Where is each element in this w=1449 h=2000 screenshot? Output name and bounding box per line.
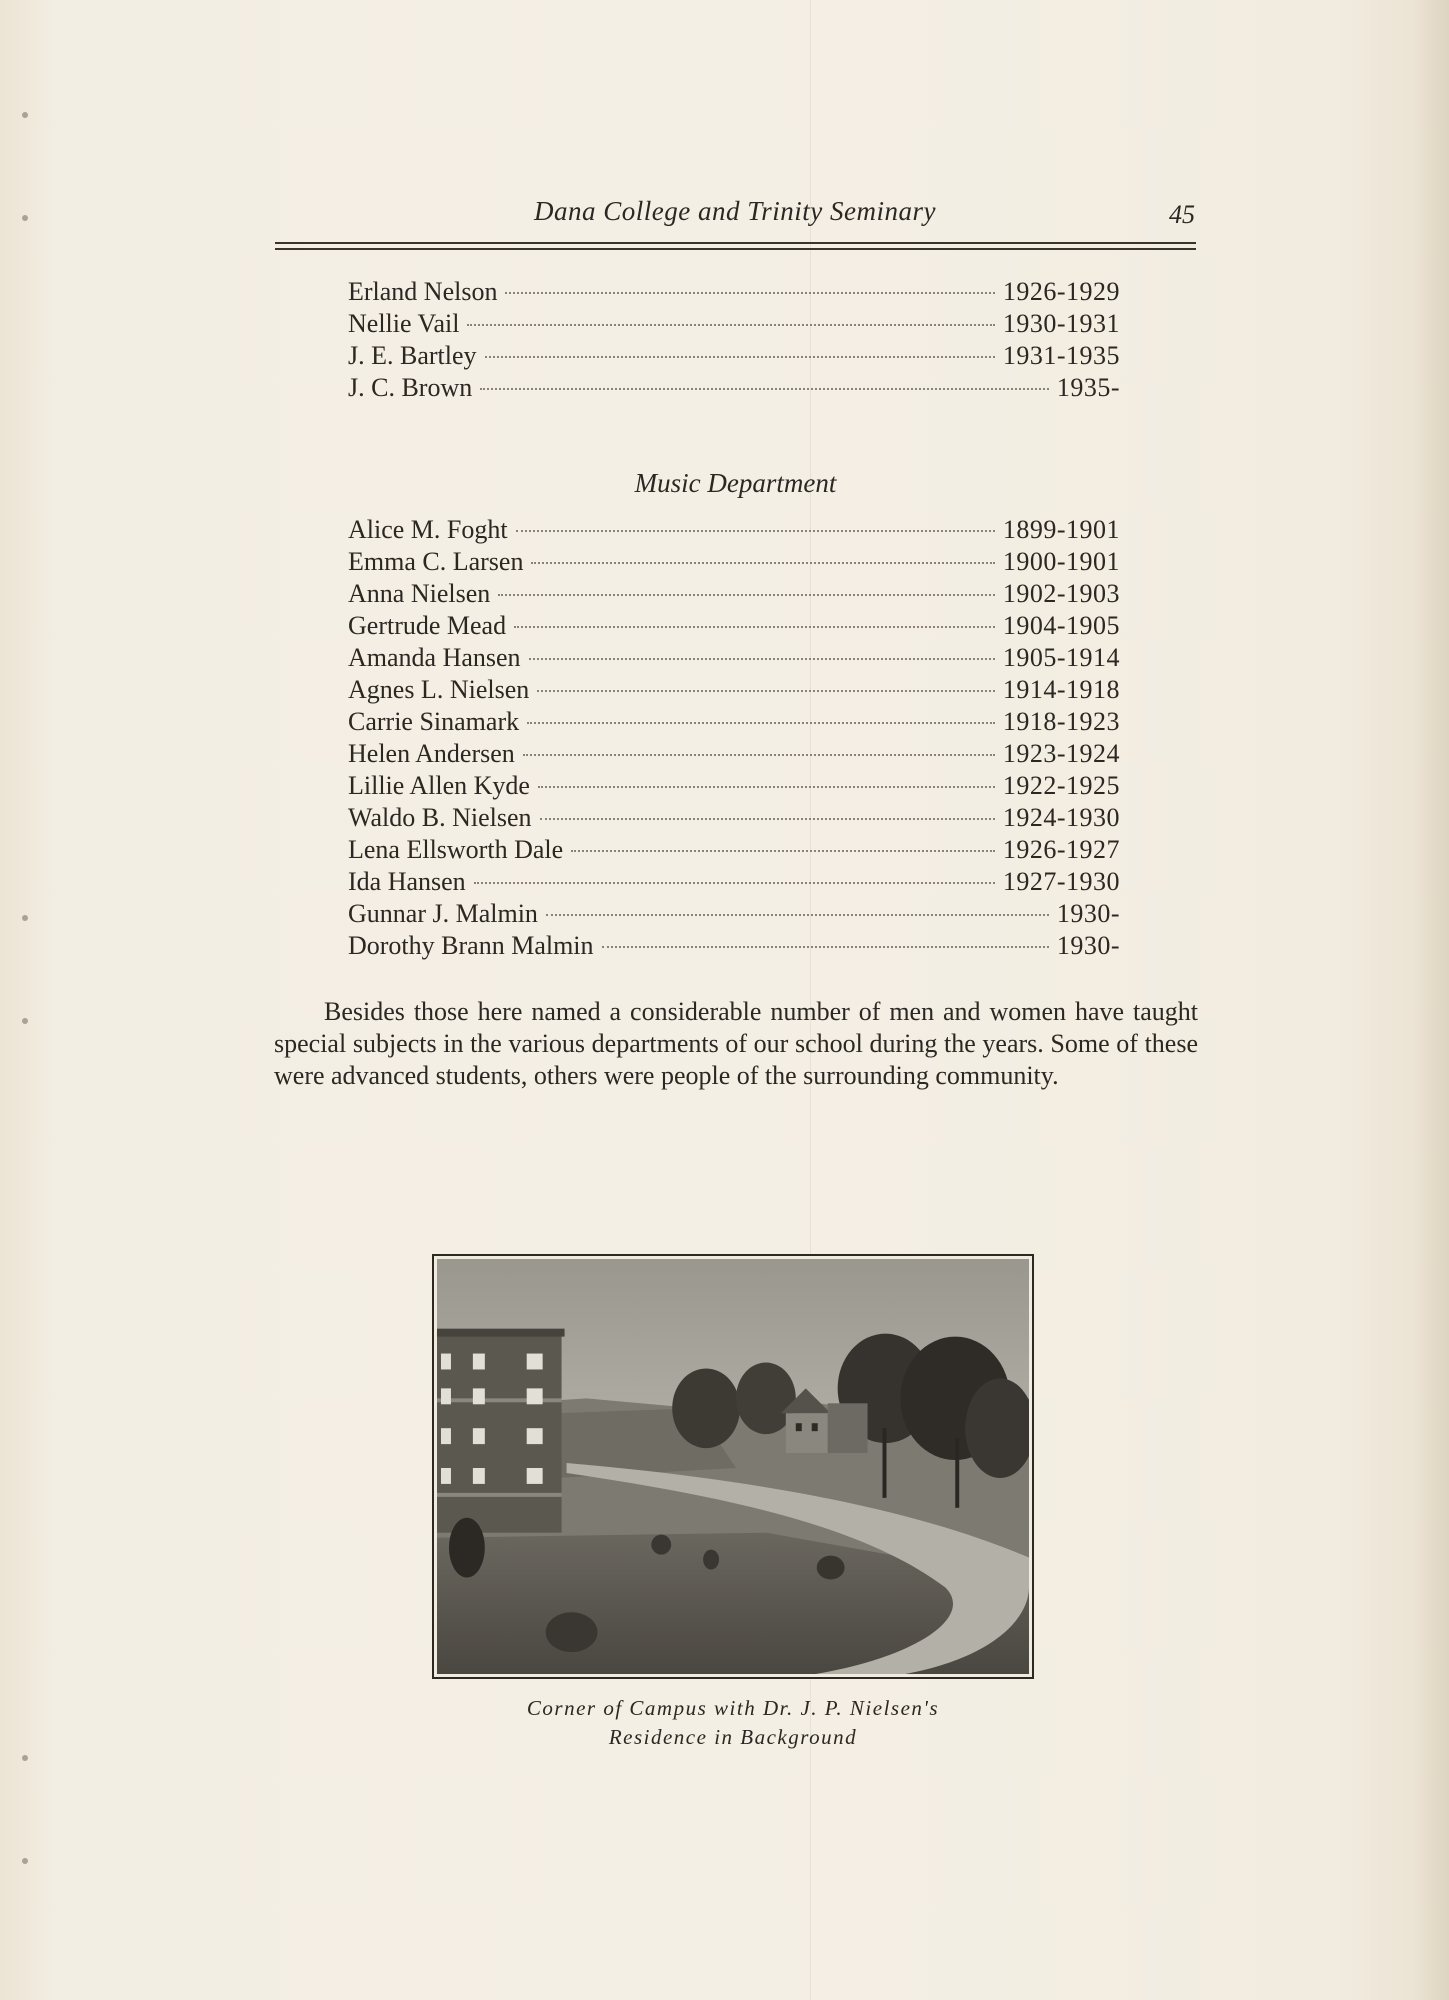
- person-name: Lillie Allen Kyde: [348, 771, 530, 800]
- header-rule-thin: [275, 248, 1196, 250]
- dot-leader: [527, 722, 995, 724]
- service-years: 1930-: [1056, 931, 1120, 960]
- person-name: Anna Nielsen: [348, 579, 491, 608]
- page-number: 45: [1169, 200, 1195, 229]
- photo-caption: [432, 1694, 1034, 1752]
- service-years: 1935-: [1056, 373, 1120, 402]
- list-item: [348, 642, 1120, 674]
- list-item: [348, 738, 1120, 770]
- dot-leader: [474, 882, 995, 884]
- dot-leader: [516, 530, 995, 532]
- binding-hole: [22, 1858, 28, 1864]
- list-item: [348, 770, 1120, 802]
- service-years: 1926-1927: [1002, 835, 1120, 864]
- service-years: 1926-1929: [1002, 277, 1120, 306]
- section-title-music: Music Department: [634, 468, 837, 498]
- person-name: Emma C. Larsen: [348, 547, 524, 576]
- running-head-title: Dana College and Trinity Seminary: [534, 196, 936, 226]
- service-years: 1914-1918: [1002, 675, 1120, 704]
- campus-photo-frame: [432, 1254, 1034, 1679]
- photo-caption-line-1: Corner of Campus with Dr. J. P. Nielsen's: [526, 1696, 940, 1720]
- binding-hole: [22, 215, 28, 221]
- person-name: Nellie Vail: [348, 309, 460, 338]
- person-name: Alice M. Foght: [348, 515, 508, 544]
- binding-hole: [22, 915, 28, 921]
- service-years: 1924-1930: [1002, 803, 1120, 832]
- list-item: [348, 514, 1120, 546]
- list-item: [348, 372, 1120, 404]
- service-years: 1918-1923: [1002, 707, 1120, 736]
- person-name: Ida Hansen: [348, 867, 466, 896]
- service-years: 1899-1901: [1002, 515, 1120, 544]
- service-years: 1900-1901: [1002, 547, 1120, 576]
- dot-leader: [505, 292, 994, 294]
- list-item: [348, 674, 1120, 706]
- service-years: 1927-1930: [1002, 867, 1120, 896]
- dot-leader: [538, 786, 995, 788]
- service-years: 1923-1924: [1002, 739, 1120, 768]
- dot-leader: [480, 388, 1049, 390]
- photo-caption-line-2: Residence in Background: [608, 1725, 858, 1749]
- staff-list-continued: [348, 276, 1120, 404]
- person-name: J. C. Brown: [348, 373, 473, 402]
- person-name: Dorothy Brann Malmin: [348, 931, 594, 960]
- service-years: 1930-1931: [1002, 309, 1120, 338]
- person-name: Waldo B. Nielsen: [348, 803, 532, 832]
- list-item: [348, 546, 1120, 578]
- binding-hole: [22, 112, 28, 118]
- list-item: [348, 898, 1120, 930]
- list-item: [348, 610, 1120, 642]
- person-name: Helen Andersen: [348, 739, 515, 768]
- dot-leader: [602, 946, 1049, 948]
- person-name: Erland Nelson: [348, 277, 498, 306]
- dot-leader: [523, 754, 995, 756]
- person-name: Agnes L. Nielsen: [348, 675, 530, 704]
- page-edge-shadow: [1413, 0, 1449, 2000]
- person-name: Lena Ellsworth Dale: [348, 835, 564, 864]
- dot-leader: [485, 356, 995, 358]
- person-name: Amanda Hansen: [348, 643, 521, 672]
- person-name: Carrie Sinamark: [348, 707, 520, 736]
- dot-leader: [571, 850, 995, 852]
- service-years: 1902-1903: [1002, 579, 1120, 608]
- list-item: [348, 866, 1120, 898]
- service-years: 1930-: [1056, 899, 1120, 928]
- service-years: 1905-1914: [1002, 643, 1120, 672]
- list-item: [348, 802, 1120, 834]
- dot-leader: [467, 324, 994, 326]
- service-years: 1922-1925: [1002, 771, 1120, 800]
- list-item: [348, 308, 1120, 340]
- campus-photo: [437, 1259, 1029, 1674]
- dot-leader: [498, 594, 995, 596]
- body-paragraph: Besides those here named a considerable number of men and women have taught special subjects in the various departments of our school during the years. Some of these were advanced students, others were people of the surrounding community.: [274, 997, 1198, 1090]
- header-rule: [275, 242, 1196, 244]
- binding-hole: [22, 1755, 28, 1761]
- dot-leader: [529, 658, 995, 660]
- dot-leader: [531, 562, 994, 564]
- list-item: [348, 578, 1120, 610]
- binding-hole: [22, 1018, 28, 1024]
- dot-leader: [537, 690, 995, 692]
- list-item: [348, 340, 1120, 372]
- dot-leader: [540, 818, 995, 820]
- running-head: [275, 192, 1195, 232]
- list-item: [348, 834, 1120, 866]
- service-years: 1904-1905: [1002, 611, 1120, 640]
- list-item: [348, 706, 1120, 738]
- person-name: Gertrude Mead: [348, 611, 507, 640]
- person-name: J. E. Bartley: [348, 341, 477, 370]
- music-department-list: [348, 514, 1120, 962]
- dot-leader: [514, 626, 995, 628]
- service-years: 1931-1935: [1002, 341, 1120, 370]
- list-item: [348, 930, 1120, 962]
- college-building: [437, 1329, 565, 1533]
- person-name: Gunnar J. Malmin: [348, 899, 538, 928]
- dot-leader: [546, 914, 1049, 916]
- list-item: [348, 276, 1120, 308]
